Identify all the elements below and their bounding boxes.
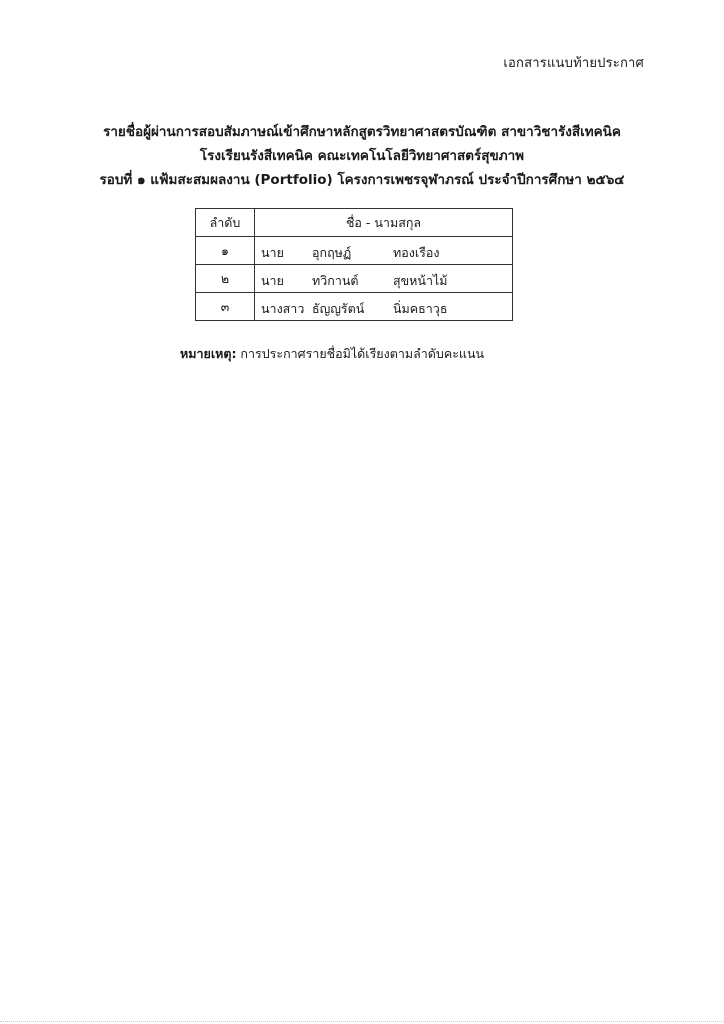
remark-text: การประกาศรายชื่อมิได้เรียงตามลำดับคะแนน (236, 346, 485, 361)
row-name (255, 237, 513, 265)
remark-label: หมายเหตุ: (180, 346, 237, 361)
first-name: ธัญญรัตน์ (312, 301, 365, 316)
first-name: อุกฤษฏ์ (312, 245, 352, 260)
row-rank: ๒ (196, 265, 255, 293)
name-prefix: นาย (261, 245, 284, 260)
scan-edge-divider (0, 1021, 724, 1022)
row-name (255, 265, 513, 293)
header-rank: ลำดับ (196, 209, 255, 237)
title-line-3: รอบที่ ๑ แฟ้มสะสมผลงาน (Portfolio) โครงการเพชรจุฬาภรณ์ ประจำปีการศึกษา ๒๕๖๔ (99, 172, 625, 188)
table-row (196, 237, 513, 265)
table-row (196, 293, 513, 321)
table-row (196, 265, 513, 293)
header-name: ชื่อ - นามสกุล (255, 209, 513, 237)
title-line-1: รายชื่อผู้ผ่านการสอบสัมภาษณ์เข้าศึกษาหลักสูตรวิทยาศาสตรบัณฑิต สาขาวิชารังสีเทคนิค (103, 124, 621, 140)
first-name: ทวิกานต์ (312, 273, 359, 288)
row-rank: ๑ (196, 237, 255, 265)
passed-candidates-table (195, 208, 513, 321)
last-name: ทองเรือง (393, 245, 440, 260)
last-name: นิ่มคธาวุธ (393, 301, 448, 316)
remark (180, 344, 484, 364)
row-rank: ๓ (196, 293, 255, 321)
title-line-2: โรงเรียนรังสีเทคนิค คณะเทคโนโลยีวิทยาศาสตร์สุขภาพ (199, 148, 525, 164)
announcement-title (90, 120, 634, 192)
name-prefix: นาย (261, 273, 284, 288)
last-name: สุขหน้าไม้ (393, 273, 448, 288)
name-prefix: นางสาว (261, 301, 305, 316)
document-reference-label: เอกสารแนบท้ายประกาศ (503, 56, 644, 71)
table-header-row (196, 209, 513, 237)
row-name (255, 293, 513, 321)
